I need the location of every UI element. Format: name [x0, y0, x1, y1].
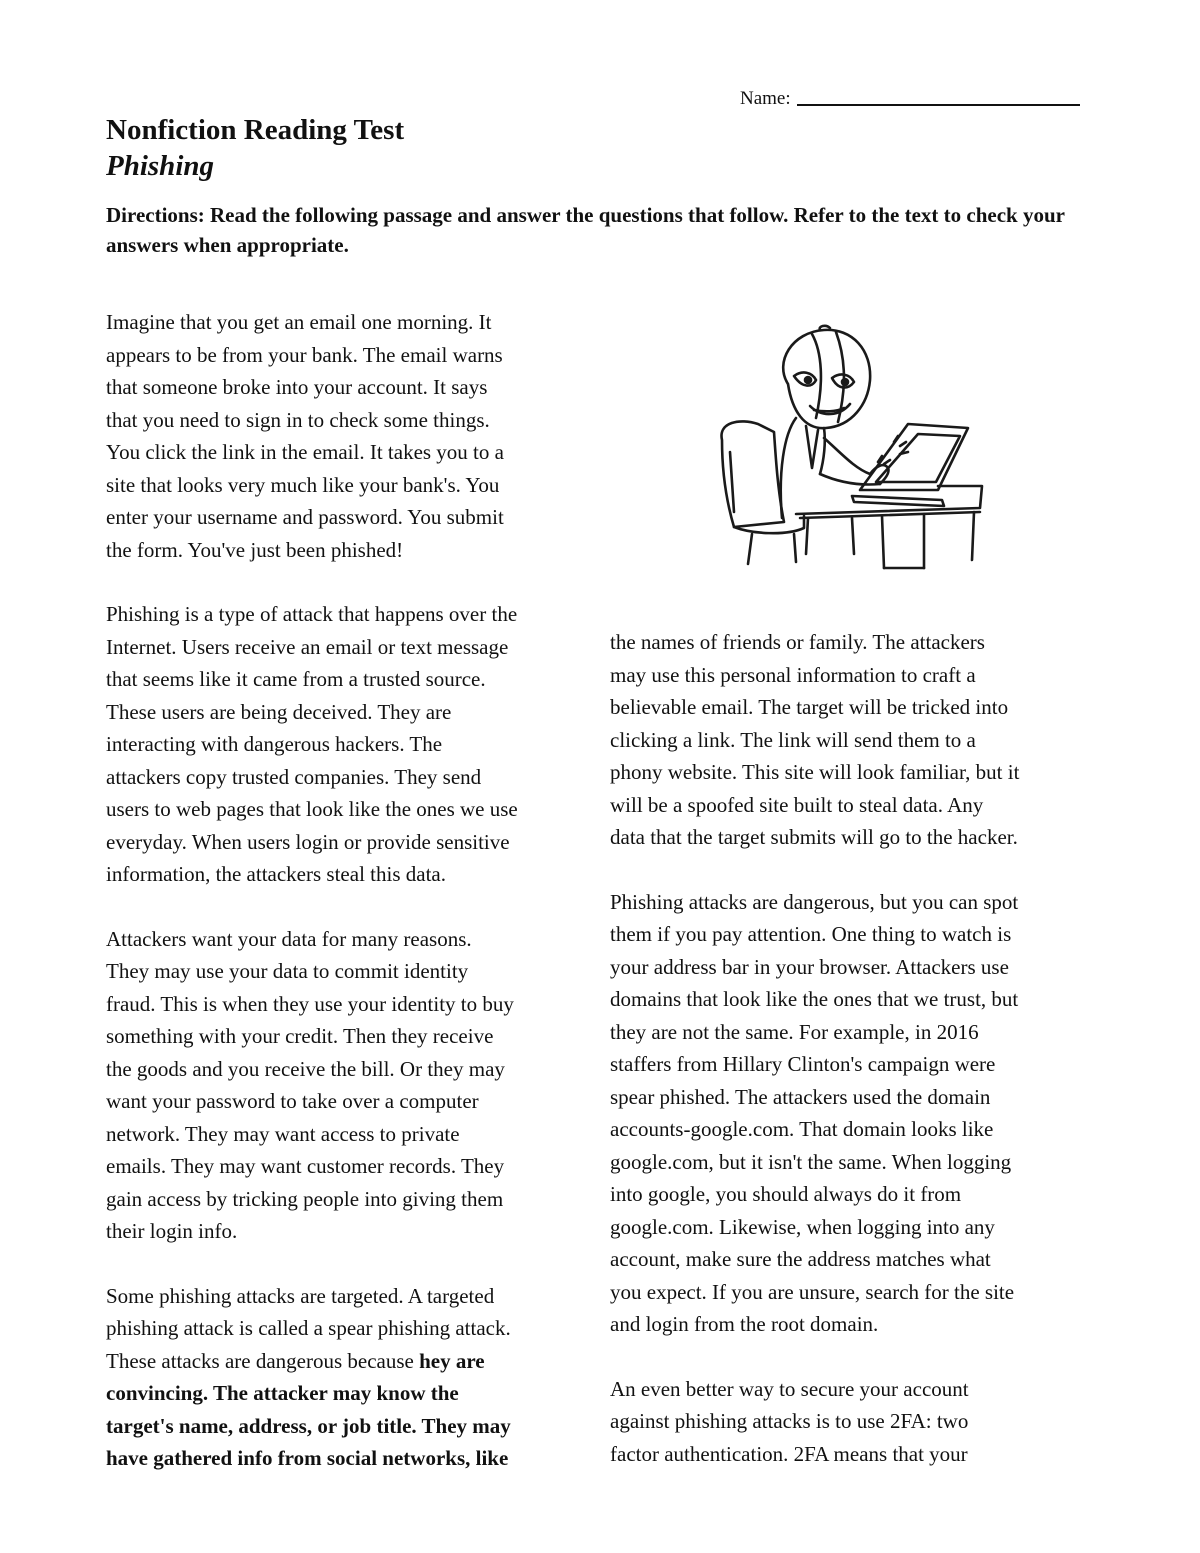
text-line: Phishing attacks are dangerous, but you can spot	[610, 889, 1019, 914]
text-line: spear phished. The attackers used the domain	[610, 1084, 991, 1109]
text-line: site that looks very much like your bank's. You	[106, 472, 500, 497]
text-line: they are not the same. For example, in 2016	[610, 1019, 979, 1044]
text-line: the form. You've just been phished!	[106, 537, 404, 562]
text-segment: These attacks are dangerous because	[106, 1348, 420, 1373]
text-line: phishing attack is called a spear phishing attack.	[106, 1316, 511, 1340]
directions	[106, 200, 1086, 260]
text-line: their login info.	[106, 1219, 238, 1243]
text-line: you expect. If you are unsure, search for the site	[610, 1279, 1015, 1304]
text-line: network. They may want access to private	[106, 1121, 460, 1146]
text-line: that seems like it came from a trusted source.	[106, 667, 486, 691]
text-line: against phishing attacks is to use 2FA: two	[610, 1409, 969, 1433]
text-line: appears to be from your bank. The email warns	[106, 342, 503, 367]
text-line: everyday. When users login or provide sensitive	[106, 829, 510, 854]
text-line: google.com, but it isn't the same. When logging	[610, 1149, 1012, 1174]
text-line: want your password to take over a computer	[106, 1089, 479, 1113]
text-line: users to web pages that look like the ones we use	[106, 797, 518, 821]
text-line: clicking a link. The link will send them to a	[610, 727, 976, 752]
bold-text-segment: hey are	[419, 1348, 485, 1373]
text-line: factor authentication. 2FA means that your	[610, 1441, 968, 1466]
text-line: interacting with dangerous hackers. The	[106, 732, 443, 756]
paragraph-intro	[106, 306, 596, 566]
text-line: Attackers want your data for many reasons.	[106, 926, 472, 951]
text-line: something with your credit. Then they receive	[106, 1024, 494, 1048]
text-line: staffers from Hillary Clinton's campaign were	[610, 1052, 996, 1076]
paragraph-attacker-reasons	[106, 923, 596, 1248]
paragraph-spear-phishing	[106, 1280, 596, 1475]
text-line: accounts-google.com. That domain looks like	[610, 1117, 994, 1141]
text-line: information, the attackers steal this data.	[106, 862, 446, 886]
text-line: will be a spoofed site built to steal data. Any	[610, 792, 984, 817]
text-line: domains that look like the ones that we trust, but	[610, 987, 1019, 1011]
text-line: data that the target submits will go to the hacker.	[610, 825, 1018, 849]
name-blank-line[interactable]	[797, 88, 1080, 106]
text-line: them if you pay attention. One thing to watch is	[610, 922, 1012, 946]
text-line: that you need to sign in to check some things.	[106, 407, 490, 432]
text-line: and login from the root domain.	[610, 1312, 879, 1336]
text-line: account, make sure the address matches what	[610, 1247, 991, 1271]
bold-text-line: convincing. The attacker may know the	[106, 1381, 459, 1405]
text-line: the goods and you receive the bill. Or they may	[106, 1056, 505, 1081]
text-line: These users are being deceived. They are	[106, 699, 452, 724]
text-line: your address bar in your browser. Attackers use	[610, 954, 1009, 979]
text-line: into google, you should always do it from	[610, 1182, 962, 1206]
text-line: that someone broke into your account. It says	[106, 375, 488, 399]
text-line: gain access by tricking people into giving them	[106, 1186, 504, 1211]
text-line: They may use your data to commit identity	[106, 959, 469, 983]
text-line: believable email. The target will be tricked into	[610, 695, 1009, 719]
text-line: emails. They may want customer records. They	[106, 1154, 505, 1178]
bold-text-line: target's name, address, or job title. They may	[106, 1413, 511, 1438]
text-line: enter your username and password. You submit	[106, 505, 504, 529]
directions-label: Directions:	[106, 203, 205, 227]
text-line: Phishing is a type of attack that happens over the	[106, 602, 518, 626]
text-line: attackers copy trusted companies. They send	[106, 764, 482, 789]
page-subtitle: Phishing	[106, 150, 214, 182]
directions-text: Read the following passage and answer the questions that follow. Refer to the text to check your answers when appropriate.	[106, 203, 1065, 257]
bold-text-line: have gathered info from social networks, like	[106, 1446, 509, 1470]
hacker-at-laptop-icon	[712, 322, 988, 574]
paragraph-two-factor	[610, 1373, 1100, 1471]
passage-left-column	[106, 306, 596, 1507]
text-line: the names of friends or family. The attackers	[610, 630, 985, 654]
passage-right-column	[610, 626, 1100, 1502]
text-line: phony website. This site will look familiar, but it	[610, 760, 1020, 784]
text-line	[106, 1345, 596, 1378]
text-line: An even better way to secure your account	[610, 1376, 969, 1401]
text-line: You click the link in the email. It takes you to a	[106, 440, 504, 464]
paragraph-spotting-attacks	[610, 886, 1100, 1341]
paragraph-what-is-phishing	[106, 598, 596, 891]
text-line: fraud. This is when they use your identity to buy	[106, 991, 514, 1016]
text-line: may use this personal information to craft a	[610, 662, 976, 687]
text-line: Imagine that you get an email one morning. It	[106, 310, 492, 334]
text-line: Some phishing attacks are targeted. A targeted	[106, 1283, 495, 1308]
page-title: Nonfiction Reading Test	[106, 114, 405, 146]
name-field[interactable]	[740, 88, 1080, 110]
text-line: Internet. Users receive an email or text message	[106, 634, 509, 659]
name-label: Name:	[740, 88, 791, 109]
paragraph-spear-phishing-continued	[610, 626, 1100, 854]
text-line: google.com. Likewise, when logging into any	[610, 1214, 995, 1239]
